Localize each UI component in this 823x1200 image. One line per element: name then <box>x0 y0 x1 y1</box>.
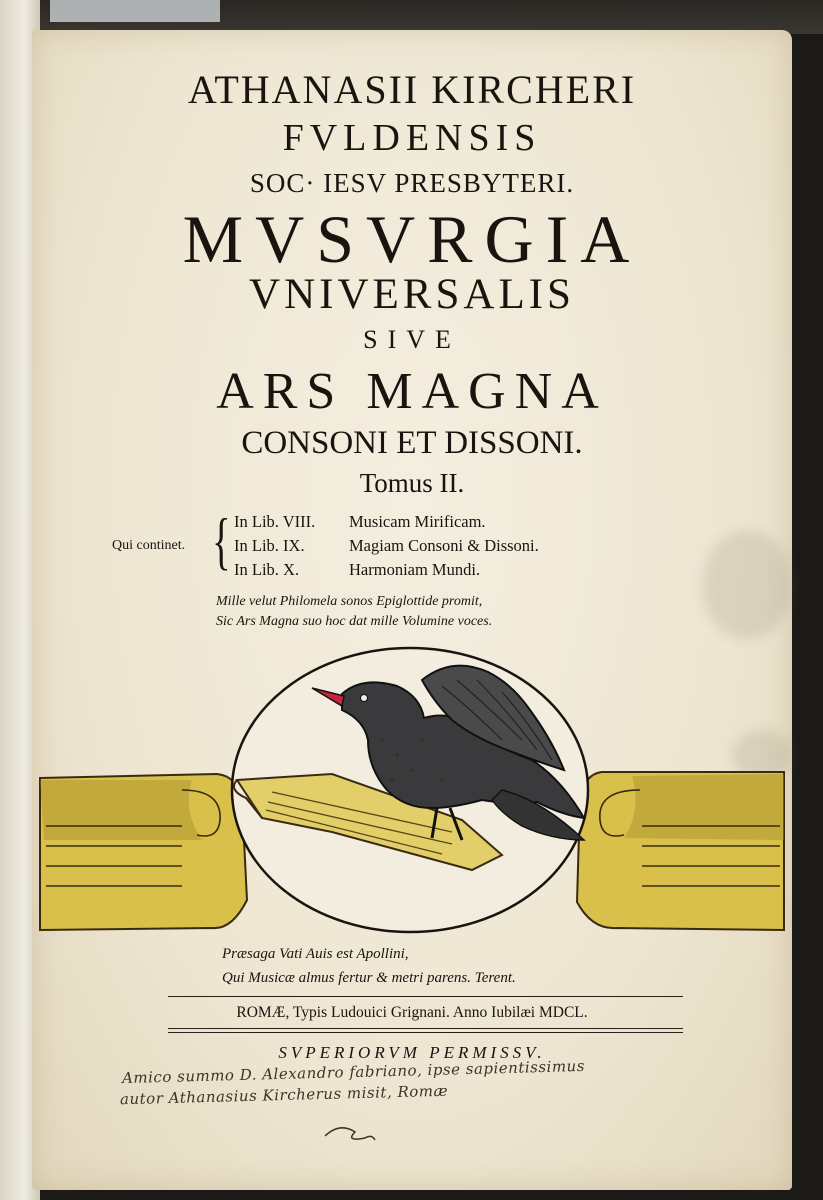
volume-label: Tomus II. <box>359 468 465 498</box>
motto-line-2: Sic Ars Magna suo hoc dat mille Volumine voces. <box>216 614 493 629</box>
imprint-line: ROMÆ, Typis Ludouici Grignani. Anno Iubilæi MDCL. <box>236 1004 588 1021</box>
book-title: MVSVRGIA <box>182 201 642 277</box>
rule-divider <box>168 1028 683 1029</box>
contents-block <box>112 505 712 580</box>
rule-divider <box>168 996 683 997</box>
author-name: ATHANASII KIRCHERI <box>187 67 637 112</box>
contents-row: In Lib. X. Harmoniam Mundi. <box>234 560 481 579</box>
contents-row: In Lib. VIII. Musicam Mirificam. <box>234 512 486 531</box>
rule-divider <box>168 1032 683 1033</box>
contents-label: Qui continet. <box>112 538 186 553</box>
brace-icon: { <box>212 505 231 576</box>
subtitle-2: CONSONI ET DISSONI. <box>241 425 583 461</box>
contents-row: In Lib. IX. Magiam Consoni & Dissoni. <box>234 536 539 555</box>
permission-line: SVPERIORVM PERMISSV. <box>278 1043 546 1062</box>
handwritten-inscription-1: Amico summo D. Alexandro fabriano, ipse sapientissimus <box>121 1056 586 1088</box>
motto-line-1: Mille velut Philomela sonos Epiglottide promit, <box>216 594 483 609</box>
title-conjunction: SIVE <box>363 325 461 354</box>
ink-flourish-icon <box>320 1118 380 1148</box>
binding-top <box>40 0 823 34</box>
caption-line-2: Qui Musicæ almus fertur & metri parens. Terent. <box>222 970 516 986</box>
author-origin: FVLDENSIS <box>282 117 542 159</box>
caption-line-1: Præsaga Vati Auis est Apollini, <box>222 946 409 962</box>
bird-emblem-illustration <box>32 640 792 940</box>
subtitle: ARS MAGNA <box>216 363 608 420</box>
book-title-2: VNIVERSALIS <box>249 271 575 318</box>
handwritten-inscription-2: autor Athanasius Kircherus misit, Romæ <box>119 1081 449 1109</box>
author-order: SOC· IESV PRESBYTERI. <box>249 168 575 198</box>
